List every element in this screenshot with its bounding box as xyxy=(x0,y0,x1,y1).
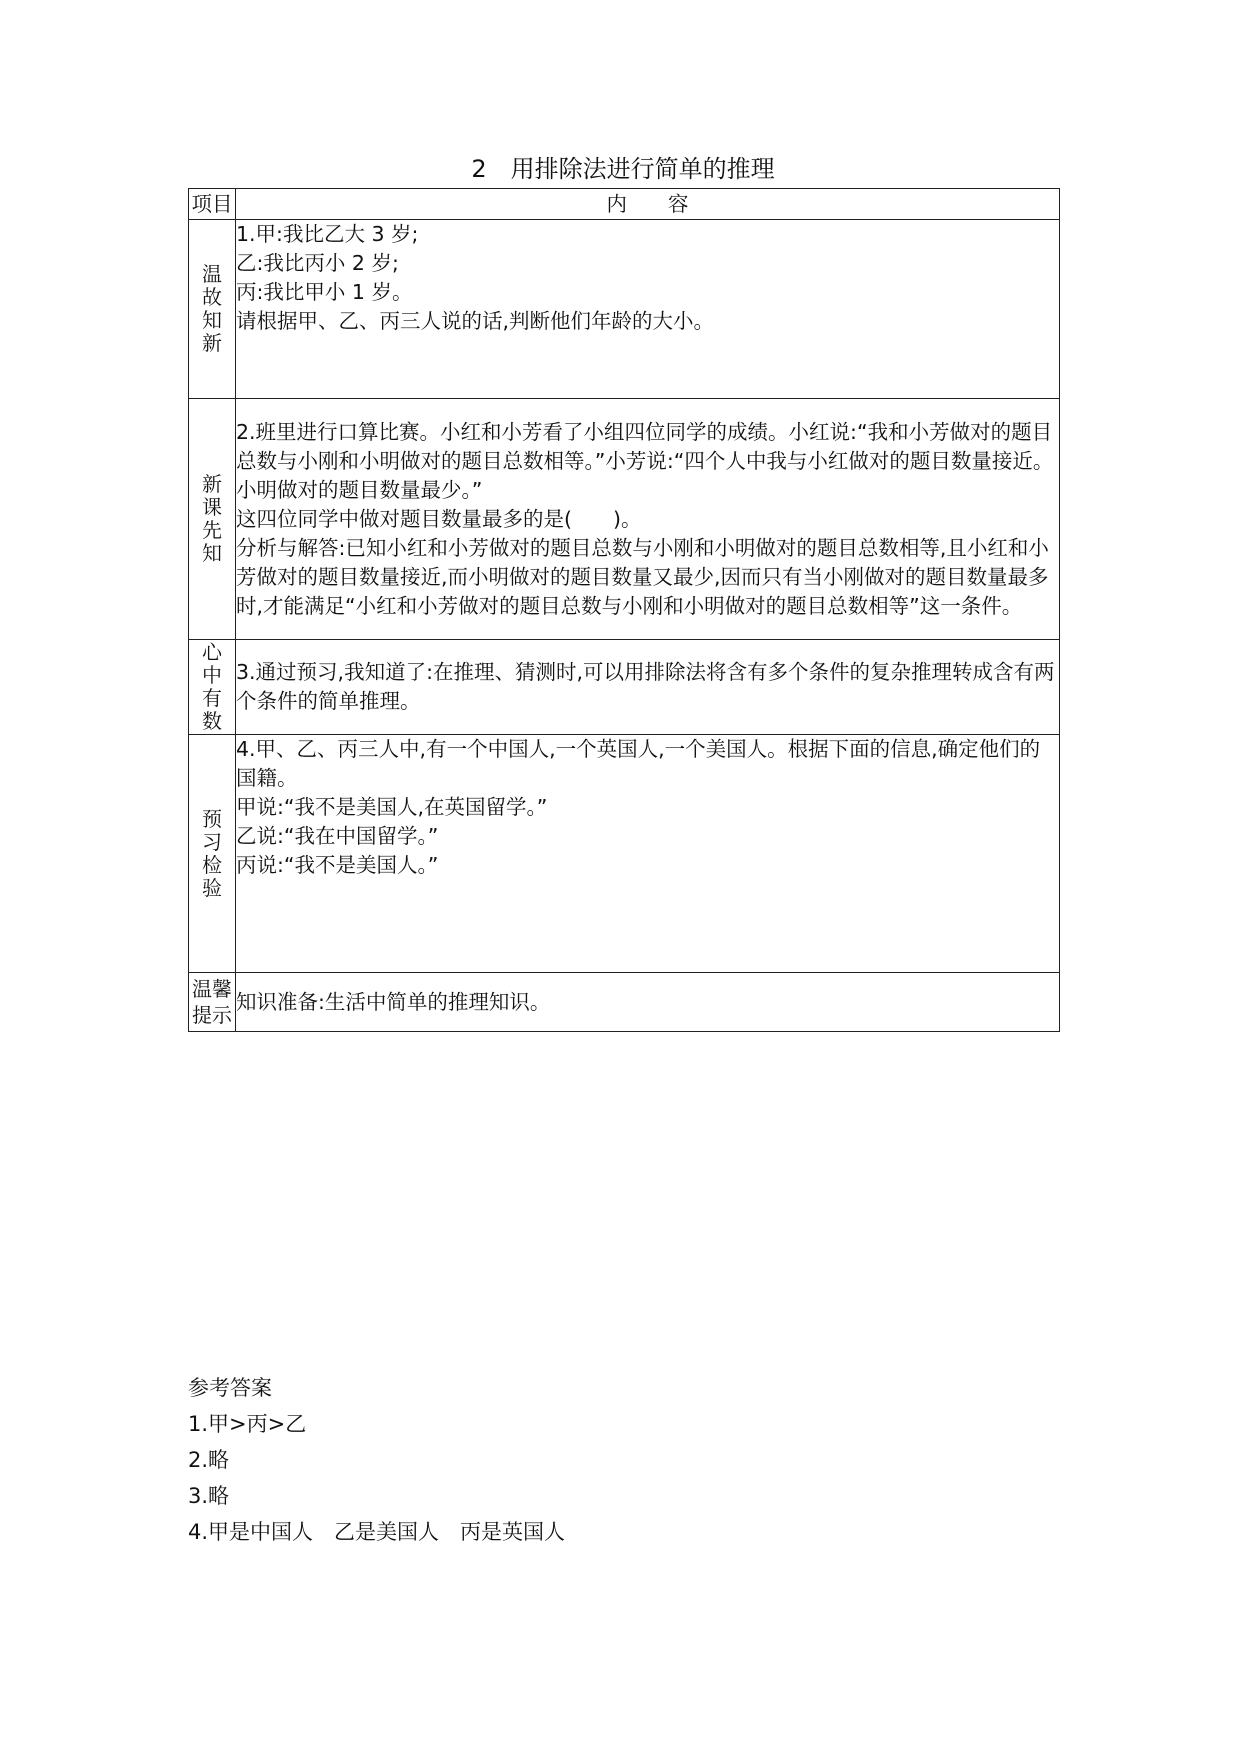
row-content-new-lesson: 2.班里进行口算比赛。小红和小芳看了小组四位同学的成绩。小红说:“我和小芳做对的题目总数与小刚和小明做对的题目总数相等。”小芳说:“四个人中我与小红做对的题目数量接近。小明做对的题目数量最少。” 这四位同学中做对题目数量最多的是( )。 分析与解答:已知小红和小芳做对的题目总数与小刚和小明做对的题目总数相等,且小红和小芳做对的题目数量接近,而小明做对的题目数量又最少,因而只有当小刚做对的题目数量最多时,才能满足“小红和小芳做对的题目总数与小刚和小明做对的题目总数相等”这一条件。 xyxy=(236,399,1060,640)
row-summary xyxy=(189,640,1060,735)
row-content-summary: 3.通过预习,我知道了:在推理、猜测时,可以用排除法将含有多个条件的复杂推理转成含有两个条件的简单推理。 xyxy=(236,640,1060,735)
row-label-review: 温 故 知 新 xyxy=(189,220,236,399)
row-new-lesson xyxy=(189,399,1060,640)
answer-item: 1.甲>丙>乙 xyxy=(188,1412,307,1436)
worksheet-table xyxy=(188,188,1060,1032)
row-label-tip: 温馨 提示 xyxy=(189,973,236,1032)
answer-item: 4.甲是中国人 乙是美国人 丙是英国人 xyxy=(188,1520,566,1544)
answer-item: 2.略 xyxy=(188,1448,230,1472)
worksheet-title: 2 用排除法进行简单的推理 xyxy=(471,155,775,183)
row-preview-check xyxy=(189,735,1060,973)
header-content-cell: 内 容 xyxy=(236,189,1060,220)
row-content-tip: 知识准备:生活中简单的推理知识。 xyxy=(236,973,1060,1032)
row-label-preview-check: 预 习 检 验 xyxy=(189,735,236,973)
table-header-row xyxy=(189,189,1060,220)
row-content-preview-check: 4.甲、乙、丙三人中,有一个中国人,一个英国人,一个美国人。根据下面的信息,确定他们的国籍。 甲说:“我不是美国人,在英国留学。” 乙说:“我在中国留学。” 丙说:“我不是美国人。” xyxy=(236,735,1060,973)
header-item-cell: 项目 xyxy=(189,189,236,220)
row-tip xyxy=(189,973,1060,1032)
row-content-review: 1.甲:我比乙大 3 岁; 乙:我比丙小 2 岁; 丙:我比甲小 1 岁。 请根据甲、乙、丙三人说的话,判断他们年龄的大小。 xyxy=(236,220,1060,399)
row-label-summary: 心 中 有 数 xyxy=(189,640,236,735)
answer-item: 3.略 xyxy=(188,1484,230,1508)
row-label-new-lesson: 新 课 先 知 xyxy=(189,399,236,640)
answer-heading: 参考答案 xyxy=(188,1376,272,1400)
row-review xyxy=(189,220,1060,399)
answer-section xyxy=(188,1370,565,1550)
